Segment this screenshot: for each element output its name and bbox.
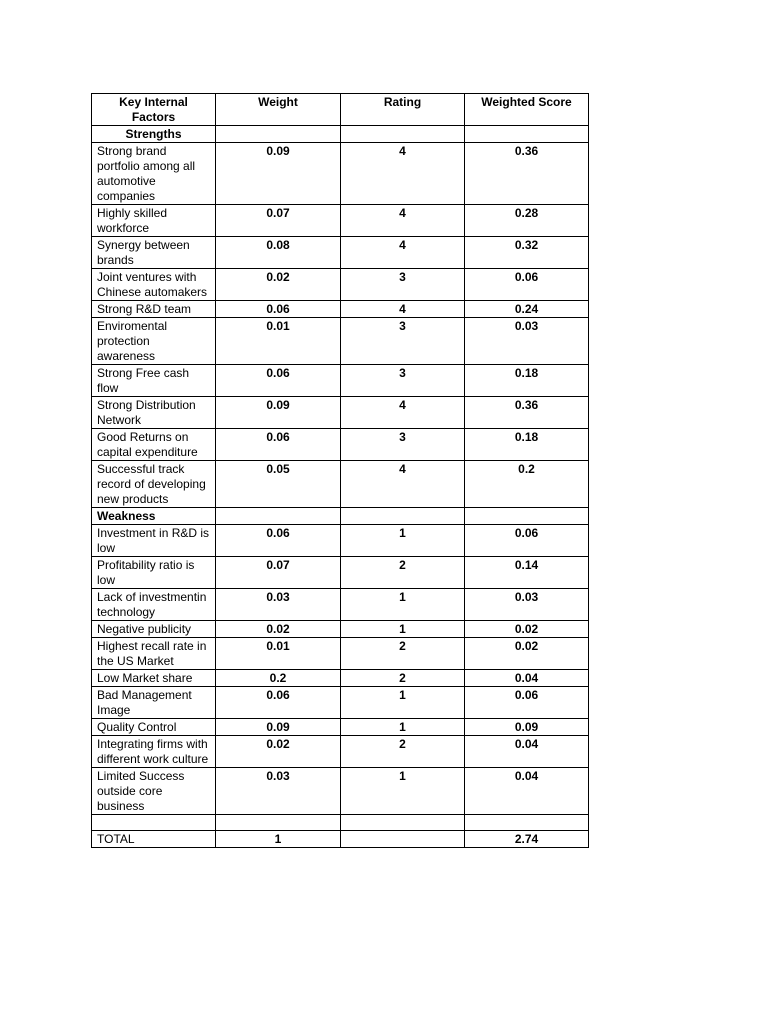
factor-cell: Highest recall rate in the US Market — [92, 638, 216, 670]
header-rating: Rating — [341, 94, 465, 126]
rating-cell: 3 — [341, 429, 465, 461]
factor-cell: Negative publicity — [92, 621, 216, 638]
weight-cell: 0.01 — [216, 638, 341, 670]
rating-cell: 1 — [341, 768, 465, 815]
weight-cell: 0.05 — [216, 461, 341, 508]
factor-cell: Profitability ratio is low — [92, 557, 216, 589]
header-row — [92, 94, 589, 126]
factor-cell: Successful track record of developing new products — [92, 461, 216, 508]
factor-cell: Quality Control — [92, 719, 216, 736]
table-row — [92, 768, 589, 815]
weight-cell: 0.06 — [216, 525, 341, 557]
weight-cell: 0.06 — [216, 429, 341, 461]
weight-cell: 0.09 — [216, 397, 341, 429]
weighted-score-cell: 0.02 — [465, 621, 589, 638]
rating-cell: 4 — [341, 237, 465, 269]
table-row — [92, 638, 589, 670]
table-row — [92, 301, 589, 318]
table-row — [92, 269, 589, 301]
header-weighted-score: Weighted Score — [465, 94, 589, 126]
weighted-score-cell: 0.14 — [465, 557, 589, 589]
rating-cell: 4 — [341, 205, 465, 237]
factor-cell: Joint ventures with Chinese automakers — [92, 269, 216, 301]
weight-cell: 0.02 — [216, 736, 341, 768]
factor-cell: Low Market share — [92, 670, 216, 687]
table-row — [92, 318, 589, 365]
blank-row — [92, 815, 589, 831]
total-row — [92, 831, 589, 848]
total-label: TOTAL — [92, 831, 216, 848]
section-label-strengths: Strengths — [92, 126, 216, 143]
weighted-score-cell: 0.02 — [465, 638, 589, 670]
weight-cell: 0.09 — [216, 719, 341, 736]
weighted-score-cell: 0.18 — [465, 365, 589, 397]
weighted-score-cell: 0.03 — [465, 318, 589, 365]
header-weight: Weight — [216, 94, 341, 126]
rating-cell: 2 — [341, 670, 465, 687]
table-row — [92, 397, 589, 429]
weighted-score-cell: 0.24 — [465, 301, 589, 318]
table-row — [92, 365, 589, 397]
table-row — [92, 429, 589, 461]
weighted-score-cell: 0.04 — [465, 768, 589, 815]
weight-cell: 0.06 — [216, 301, 341, 318]
table-row — [92, 736, 589, 768]
table-row — [92, 687, 589, 719]
table-row — [92, 621, 589, 638]
table-row — [92, 143, 589, 205]
weight-cell: 0.06 — [216, 687, 341, 719]
rating-cell: 1 — [341, 621, 465, 638]
factor-cell: Strong brand portfolio among all automotive companies — [92, 143, 216, 205]
weight-cell: 0.02 — [216, 269, 341, 301]
factor-cell: Good Returns on capital expenditure — [92, 429, 216, 461]
weight-cell: 0.06 — [216, 365, 341, 397]
weighted-score-cell: 0.04 — [465, 670, 589, 687]
weighted-score-cell: 0.28 — [465, 205, 589, 237]
weight-cell: 0.02 — [216, 621, 341, 638]
factor-cell: Strong Distribution Network — [92, 397, 216, 429]
weight-cell: 0.09 — [216, 143, 341, 205]
factor-cell: Integrating firms with different work culture — [92, 736, 216, 768]
weighted-score-cell: 0.2 — [465, 461, 589, 508]
rating-cell: 1 — [341, 719, 465, 736]
table-row — [92, 557, 589, 589]
factor-cell: Strong R&D team — [92, 301, 216, 318]
table-row — [92, 525, 589, 557]
rating-cell: 2 — [341, 638, 465, 670]
factor-cell: Lack of investmentin technology — [92, 589, 216, 621]
factor-cell: Bad Management Image — [92, 687, 216, 719]
weight-cell: 0.08 — [216, 237, 341, 269]
weight-cell: 0.2 — [216, 670, 341, 687]
header-key-internal-factors: Key Internal Factors — [92, 94, 216, 126]
weighted-score-cell: 0.09 — [465, 719, 589, 736]
rating-cell: 3 — [341, 269, 465, 301]
weighted-score-cell: 0.18 — [465, 429, 589, 461]
rating-cell: 1 — [341, 589, 465, 621]
rating-cell: 3 — [341, 365, 465, 397]
table-row — [92, 589, 589, 621]
table-row — [92, 670, 589, 687]
table-row — [92, 719, 589, 736]
rating-cell: 2 — [341, 557, 465, 589]
factor-cell: Synergy between brands — [92, 237, 216, 269]
weight-cell: 0.03 — [216, 768, 341, 815]
rating-cell: 4 — [341, 143, 465, 205]
factor-cell: Enviromental protection awareness — [92, 318, 216, 365]
rating-cell: 2 — [341, 736, 465, 768]
weight-cell: 0.07 — [216, 557, 341, 589]
rating-cell: 1 — [341, 525, 465, 557]
rating-cell: 4 — [341, 301, 465, 318]
factor-cell: Limited Success outside core business — [92, 768, 216, 815]
weighted-score-cell: 0.36 — [465, 397, 589, 429]
rating-cell: 4 — [341, 461, 465, 508]
rating-cell: 3 — [341, 318, 465, 365]
section-row-weakness — [92, 508, 589, 525]
ife-matrix-table — [91, 93, 589, 848]
table-row — [92, 461, 589, 508]
factor-cell: Investment in R&D is low — [92, 525, 216, 557]
table-row — [92, 205, 589, 237]
factor-cell: Strong Free cash flow — [92, 365, 216, 397]
weight-cell: 0.01 — [216, 318, 341, 365]
section-label-weakness: Weakness — [92, 508, 216, 525]
table-row — [92, 237, 589, 269]
weighted-score-cell: 0.06 — [465, 525, 589, 557]
rating-cell: 4 — [341, 397, 465, 429]
weighted-score-cell: 0.04 — [465, 736, 589, 768]
weighted-score-cell: 0.06 — [465, 269, 589, 301]
rating-cell: 1 — [341, 687, 465, 719]
total-score: 2.74 — [465, 831, 589, 848]
factor-cell: Highly skilled workforce — [92, 205, 216, 237]
section-row-strengths — [92, 126, 589, 143]
weighted-score-cell: 0.36 — [465, 143, 589, 205]
table-body — [92, 126, 589, 848]
weighted-score-cell: 0.32 — [465, 237, 589, 269]
weight-cell: 0.03 — [216, 589, 341, 621]
weighted-score-cell: 0.03 — [465, 589, 589, 621]
weight-cell: 0.07 — [216, 205, 341, 237]
weighted-score-cell: 0.06 — [465, 687, 589, 719]
total-rating — [341, 831, 465, 848]
total-weight: 1 — [216, 831, 341, 848]
